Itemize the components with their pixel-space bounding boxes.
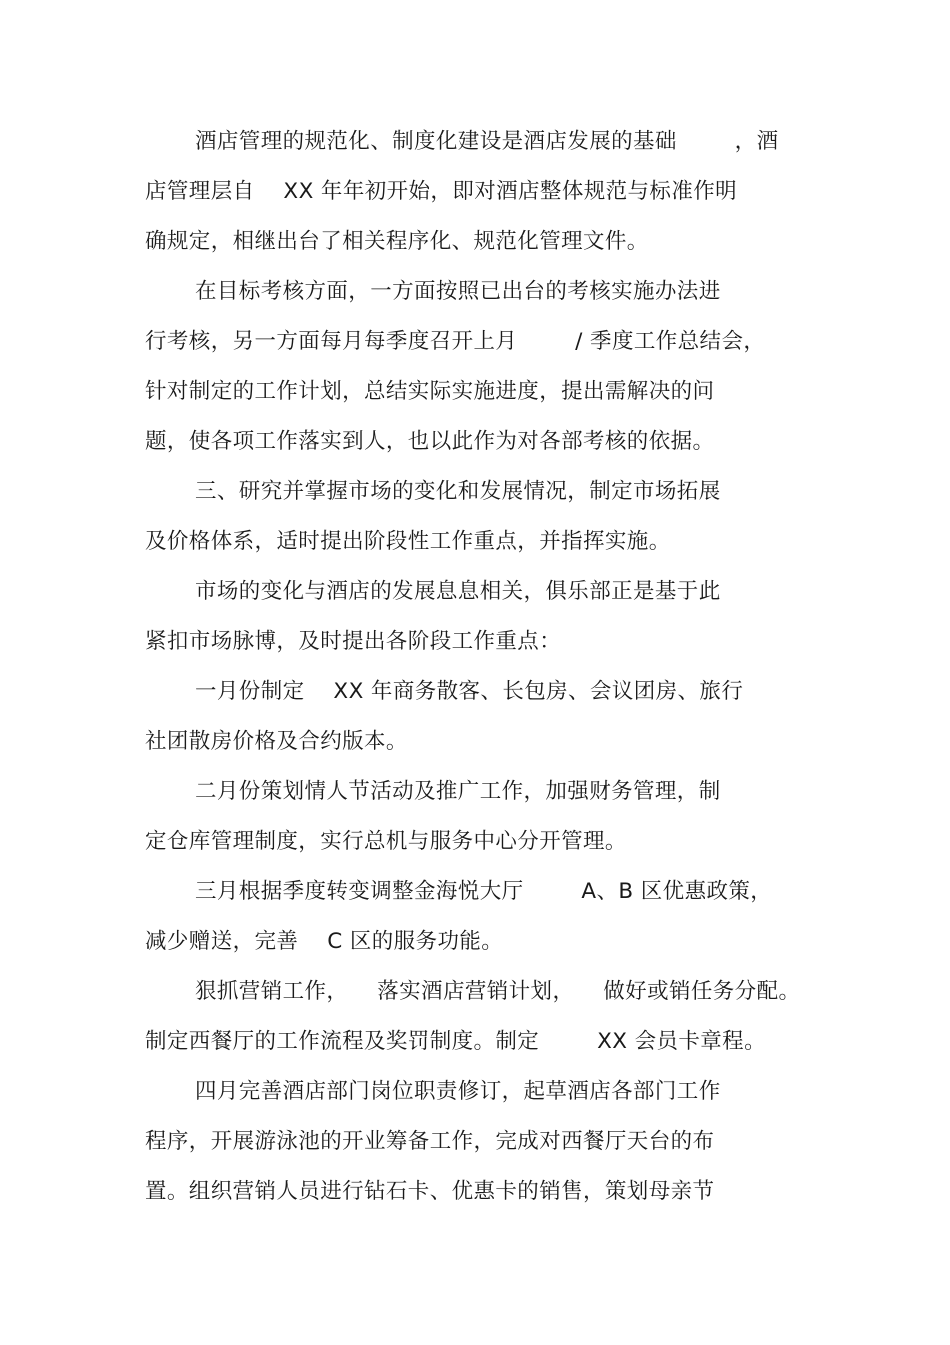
text-line: 市场的变化与酒店的发展息息相关，俱乐部正是基于此 bbox=[195, 579, 721, 604]
text-line: 及价格体系，适时提出阶段性工作重点，并指挥实施。 bbox=[145, 529, 671, 554]
text-line: 三月根据季度转变调整金海悦大厅 A、B 区优惠政策， bbox=[195, 879, 773, 904]
text-line: 酒店管理的规范化、制度化建设是酒店发展的基础 ，酒 bbox=[195, 129, 779, 154]
text-line: 紧扣市场脉博，及时提出各阶段工作重点： bbox=[145, 629, 562, 654]
text-line: 二月份策划情人节活动及推广工作，加强财务管理，制 bbox=[195, 779, 721, 804]
text-line: 社团散房价格及合约版本。 bbox=[145, 729, 408, 754]
section-heading: 三、研究并掌握市场的变化和发展情况，制定市场拓展 bbox=[195, 479, 721, 504]
text-line: 减少赠送，完善 C 区的服务功能。 bbox=[145, 929, 504, 954]
text-line: 店管理层自 XX 年年初开始，即对酒店整体规范与标准作明 bbox=[145, 179, 738, 204]
text-line: 程序，开展游泳池的开业筹备工作，完成对西餐厅天台的布 bbox=[145, 1129, 715, 1154]
text-line: 一月份制定 XX 年商务散客、长包房、会议团房、旅行 bbox=[195, 679, 744, 704]
text-line: 狠抓营销工作， 落实酒店营销计划， 做好或销任务分配。 bbox=[195, 979, 801, 1004]
text-line: 行考核，另一方面每月每季度召开上月 / 季度工作总结会， bbox=[145, 329, 766, 354]
text-line: 确规定，相继出台了相关程序化、规范化管理文件。 bbox=[145, 229, 649, 254]
text-line: 针对制定的工作计划，总结实际实施进度，提出需解决的问 bbox=[145, 379, 715, 404]
text-line: 在目标考核方面，一方面按照已出台的考核实施办法进 bbox=[195, 279, 721, 304]
text-line: 制定西餐厅的工作流程及奖罚制度。制定 XX 会员卡章程。 bbox=[145, 1029, 766, 1054]
text-line: 定仓库管理制度，实行总机与服务中心分开管理。 bbox=[145, 829, 627, 854]
text-line: 题，使各项工作落实到人，也以此作为对各部考核的依据。 bbox=[145, 429, 715, 454]
text-line: 四月完善酒店部门岗位职责修订，起草酒店各部门工作 bbox=[195, 1079, 721, 1104]
text-line: 置。组织营销人员进行钻石卡、优惠卡的销售，策划母亲节 bbox=[145, 1179, 715, 1204]
